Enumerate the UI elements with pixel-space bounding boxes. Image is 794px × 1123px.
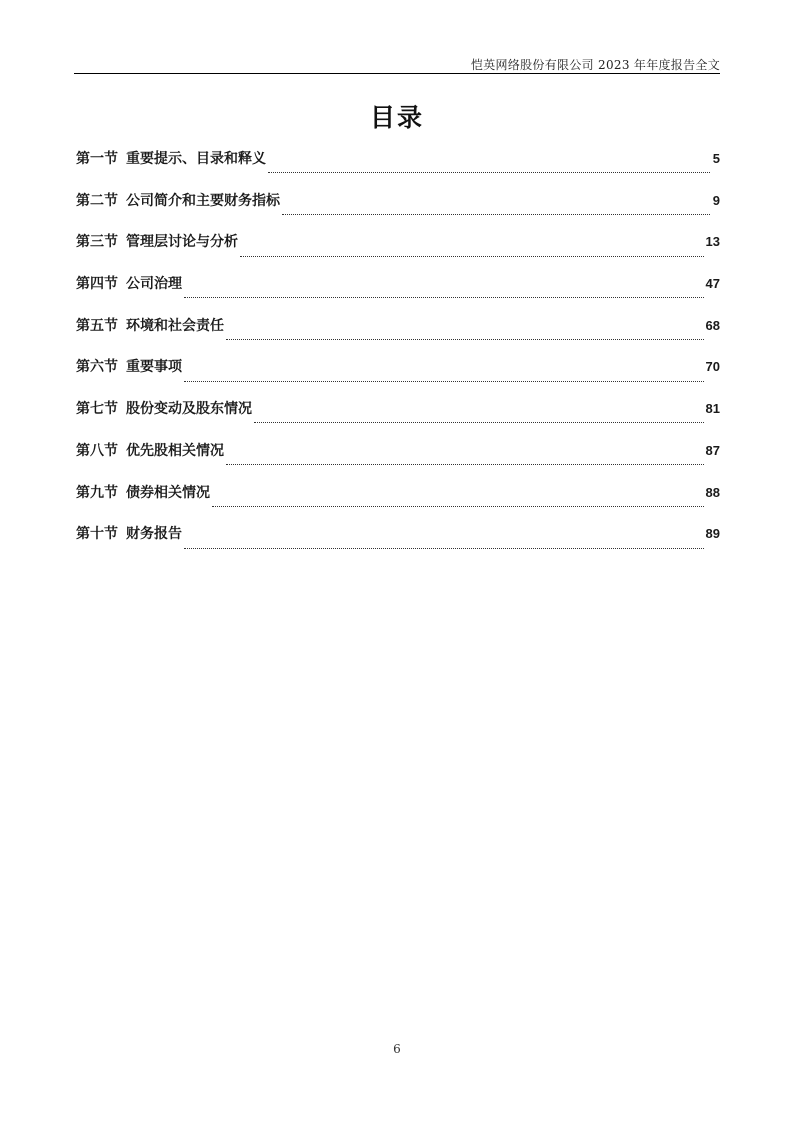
toc-entry[interactable] (76, 482, 720, 524)
dot-leader (282, 214, 710, 215)
header-divider (74, 73, 720, 74)
page-title: 目录 (369, 103, 424, 132)
toc-section-number: 第三节 (76, 234, 118, 251)
toc-section-title: 公司简介和主要财务指标 (126, 192, 280, 209)
toc-section-title: 环境和社会责任 (126, 317, 224, 334)
toc-section-title: 优先股相关情况 (126, 442, 224, 459)
dot-leader (226, 464, 704, 465)
toc-section-number: 第七节 (76, 401, 118, 418)
toc-section-number: 第二节 (76, 192, 118, 209)
toc-entry[interactable] (76, 356, 720, 398)
toc-section-number: 第四节 (76, 276, 118, 293)
table-of-contents (76, 148, 720, 565)
toc-page-number: 88 (705, 484, 720, 500)
toc-section-title: 公司治理 (126, 276, 182, 293)
dot-leader (240, 256, 704, 257)
toc-page-number: 81 (705, 401, 720, 417)
dot-leader (184, 381, 704, 382)
dot-leader (184, 548, 704, 549)
toc-entry[interactable] (76, 190, 720, 232)
toc-entry[interactable] (76, 440, 720, 482)
toc-entry[interactable] (76, 231, 720, 273)
page-number: 6 (393, 1042, 401, 1056)
toc-section-number: 第一节 (76, 151, 118, 167)
toc-page-number: 9 (712, 192, 720, 208)
toc-entry[interactable] (76, 523, 720, 565)
toc-section-number: 第五节 (76, 317, 118, 334)
toc-entry[interactable] (76, 315, 720, 357)
running-header: 恺英网络股份有限公司 2023 年年度报告全文 (470, 58, 720, 72)
dot-leader (226, 339, 704, 340)
dot-leader (212, 506, 704, 507)
toc-entry[interactable] (76, 148, 720, 190)
toc-page-number: 5 (712, 151, 720, 166)
toc-page-number: 47 (705, 276, 720, 292)
toc-section-title: 管理层讨论与分析 (126, 234, 238, 251)
toc-page-number: 89 (705, 526, 720, 542)
toc-section-title: 股份变动及股东情况 (126, 401, 252, 418)
toc-section-number: 第十节 (76, 526, 118, 543)
toc-page-number: 68 (705, 317, 720, 333)
toc-section-number: 第八节 (76, 442, 118, 459)
toc-page-number: 87 (705, 442, 720, 458)
toc-entry[interactable] (76, 273, 720, 315)
toc-section-title: 债券相关情况 (126, 484, 210, 501)
toc-section-number: 第六节 (76, 359, 118, 376)
dot-leader (184, 297, 704, 298)
toc-section-title: 财务报告 (126, 526, 182, 543)
toc-page-number: 70 (705, 359, 720, 375)
toc-section-number: 第九节 (76, 484, 118, 501)
dot-leader (254, 422, 704, 423)
toc-section-title: 重要提示、目录和释义 (126, 151, 266, 167)
toc-entry[interactable] (76, 398, 720, 440)
toc-page-number: 13 (705, 234, 720, 250)
dot-leader (268, 172, 710, 173)
toc-section-title: 重要事项 (126, 359, 182, 376)
